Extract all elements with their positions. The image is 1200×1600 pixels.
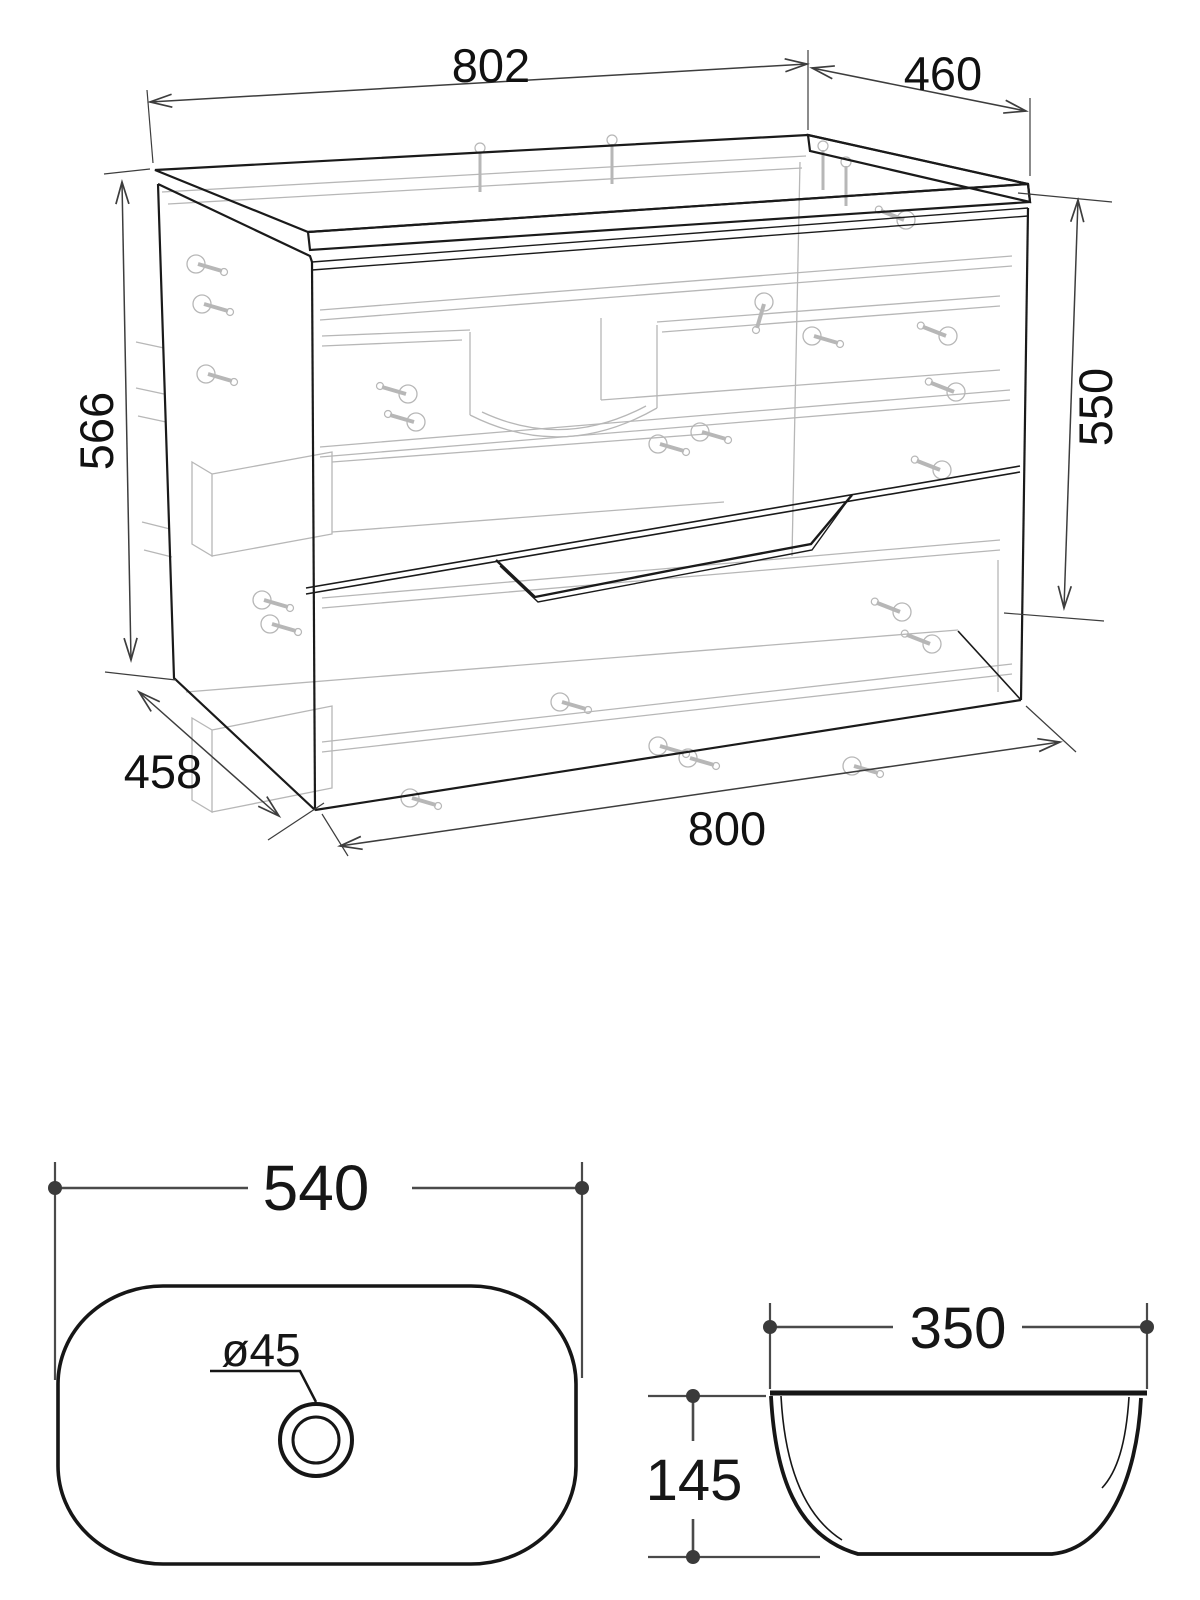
dim-350-dot-right xyxy=(1140,1320,1154,1334)
dim-802-label: 802 xyxy=(451,39,531,92)
dim-460-label: 460 xyxy=(903,47,983,100)
dim-145-dot-bottom xyxy=(686,1550,700,1564)
dowel-pin xyxy=(607,135,617,184)
cam-fitting xyxy=(377,383,418,404)
right-bottom-back-edge xyxy=(958,631,1021,700)
dim-540-dot-left xyxy=(48,1181,62,1195)
dim-body-height xyxy=(1004,193,1122,621)
wireframe-lower-drawer-bottom xyxy=(322,664,1012,752)
bottom-front-edge xyxy=(315,700,1021,810)
dowel-pin xyxy=(841,157,851,206)
cam-fitting xyxy=(803,327,844,348)
left-front-edge xyxy=(312,262,315,810)
cabinet-outline xyxy=(155,135,1030,810)
dim-550-ext-top xyxy=(1018,193,1112,202)
dim-drain-label: ø45 xyxy=(221,1324,301,1376)
dowel-pin xyxy=(818,141,828,190)
dim-566-ext-bottom xyxy=(105,672,176,680)
cam-fitting xyxy=(261,615,302,636)
dim-550-ext-bottom xyxy=(1004,613,1104,621)
wireframe-back-right-corner xyxy=(792,162,800,556)
countertop-front-edge xyxy=(308,184,1030,250)
dim-145-label: 145 xyxy=(645,1448,743,1513)
wireframe-upper-rail xyxy=(320,256,1012,320)
cam-fitting xyxy=(870,598,912,622)
basin-top-view xyxy=(48,1152,589,1564)
dim-566-ext-top xyxy=(104,169,150,174)
dowel-pin xyxy=(475,143,485,192)
dim-top-width xyxy=(147,39,808,163)
cam-fitting xyxy=(385,411,426,432)
dim-basin-width xyxy=(48,1152,589,1380)
dim-802-ext-left xyxy=(147,90,153,163)
basin-wall-inner-right xyxy=(1102,1397,1129,1488)
cam-fitting xyxy=(910,456,952,480)
cam-fitting xyxy=(197,365,238,386)
dim-145-dot-top xyxy=(686,1389,700,1403)
drain-hole-outer xyxy=(280,1404,352,1476)
dim-800-ext-left xyxy=(322,814,348,856)
cam-fitting xyxy=(193,295,234,316)
dim-bottom-width xyxy=(322,706,1076,856)
dim-drain-diameter xyxy=(210,1324,316,1402)
dim-566-line xyxy=(122,182,131,660)
cam-fitting xyxy=(253,591,294,612)
cam-fitting xyxy=(843,757,884,778)
basin-outline-top-view xyxy=(58,1286,576,1564)
basin-side-view xyxy=(646,1296,1154,1564)
dim-basin-height xyxy=(646,1389,820,1564)
carcass-top-gap-line xyxy=(312,208,1028,270)
dim-540-dot-right xyxy=(575,1181,589,1195)
dim-350-label: 350 xyxy=(909,1296,1007,1361)
dim-458-ext-bottom xyxy=(268,803,324,840)
cam-fitting xyxy=(187,255,228,276)
dim-566-label: 566 xyxy=(70,391,123,471)
basin-wall-inner-left xyxy=(781,1396,842,1540)
cam-fitting xyxy=(924,378,966,402)
right-front-edge xyxy=(1021,208,1028,700)
left-side-panel xyxy=(158,184,315,810)
dim-basin-side-width xyxy=(763,1296,1154,1389)
dim-550-label: 550 xyxy=(1069,367,1122,447)
drain-hole-inner xyxy=(293,1417,339,1463)
cam-fitting xyxy=(916,322,958,346)
dim-350-dot-left xyxy=(763,1320,777,1334)
upper-drawer-side-box xyxy=(192,452,332,556)
basin-bowl-outline xyxy=(771,1396,1141,1554)
dim-800-label: 800 xyxy=(687,802,767,855)
drawer-gap-line xyxy=(306,466,1020,594)
dim-458-label: 458 xyxy=(123,745,203,798)
vanity-cabinet-drawing xyxy=(70,39,1122,856)
sink-cutout-sides xyxy=(470,318,657,415)
dim-540-label: 540 xyxy=(262,1152,370,1224)
cam-fitting xyxy=(551,693,592,714)
